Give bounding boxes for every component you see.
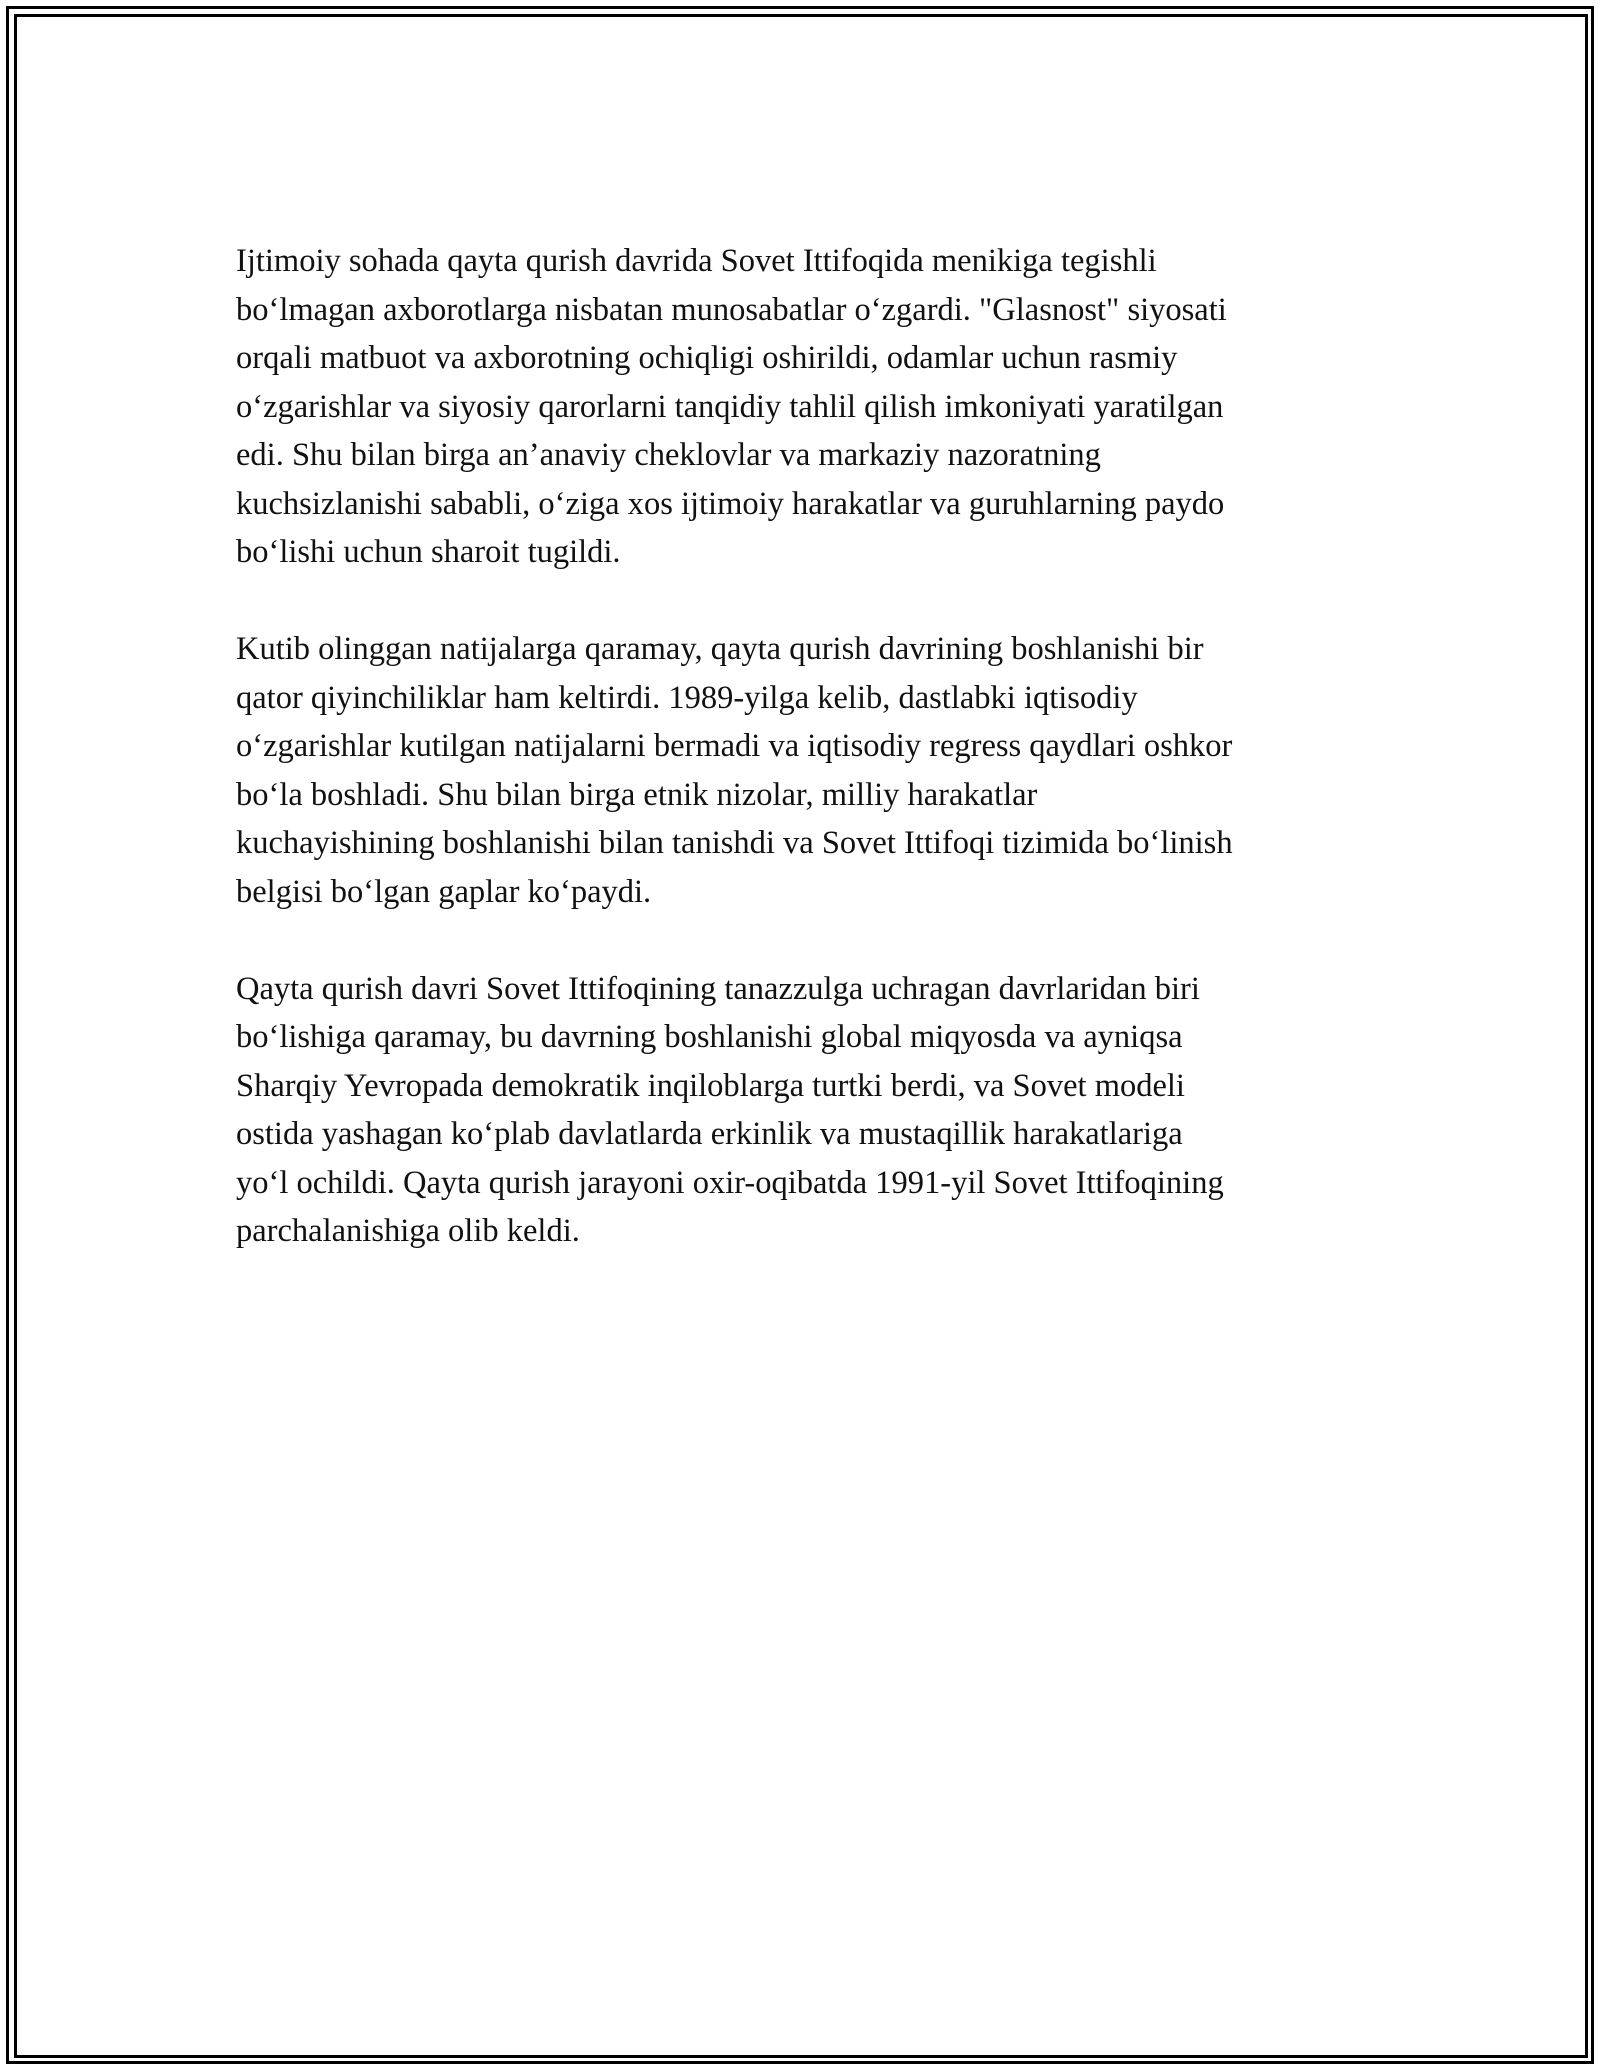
paragraph-1: Ijtimoiy sohada qayta qurish davrida Sovet Ittifoqida menikiga tegishli boʻlmagan axborotlarga nisbatan munosabatlar oʻzgardi. "Glasnost" siyosati orqali matbuot va axborotning ochiqligi oshirildi, odamlar uchun rasmiy oʻzgarishlar va siyosiy qarorlarni tanqidiy tahlil qilish imkoniyati yaratilgan edi. Shu bilan birga an’anaviy cheklovlar va markaziy nazoratning kuchsizlanishi sababli, oʻziga xos ijtimoiy harakatlar va guruhlarning paydo boʻlishi uchun sharoit tugildi. [236,243,1227,570]
document-body [236,237,1371,1304]
paragraph-2: Kutib olinggan natijalarga qaramay, qayta qurish davrining boshlanishi bir qator qiyinchiliklar ham keltirdi. 1989-yilga kelib, dastlabki iqtisodiy oʻzgarishlar kutilgan natijalarni bermadi va iqtisodiy regress qaydlari oshkor boʻla boshladi. Shu bilan birga etnik nizolar, milliy harakatlar kuchayishining boshlanishi bilan tanishdi va Sovet Ittifoqi tizimida boʻlinish belgisi boʻlgan gaplar koʻpaydi. [236,631,1233,910]
paragraph-3: Qayta qurish davri Sovet Ittifoqining tanazzulga uchragan davrlaridan biri boʻlishiga qaramay, bu davrning boshlanishi global miqyosda va ayniqsa Sharqiy Yevropada demokratik inqiloblarga turtki berdi, va Sovet modeli ostida yashagan koʻplab davlatlarda erkinlik va mustaqillik harakatlariga yoʻl ochildi. Qayta qurish jarayoni oxir-oqibatda 1991-yil Sovet Ittifoqining parchalanishiga olib keldi. [236,970,1224,1249]
